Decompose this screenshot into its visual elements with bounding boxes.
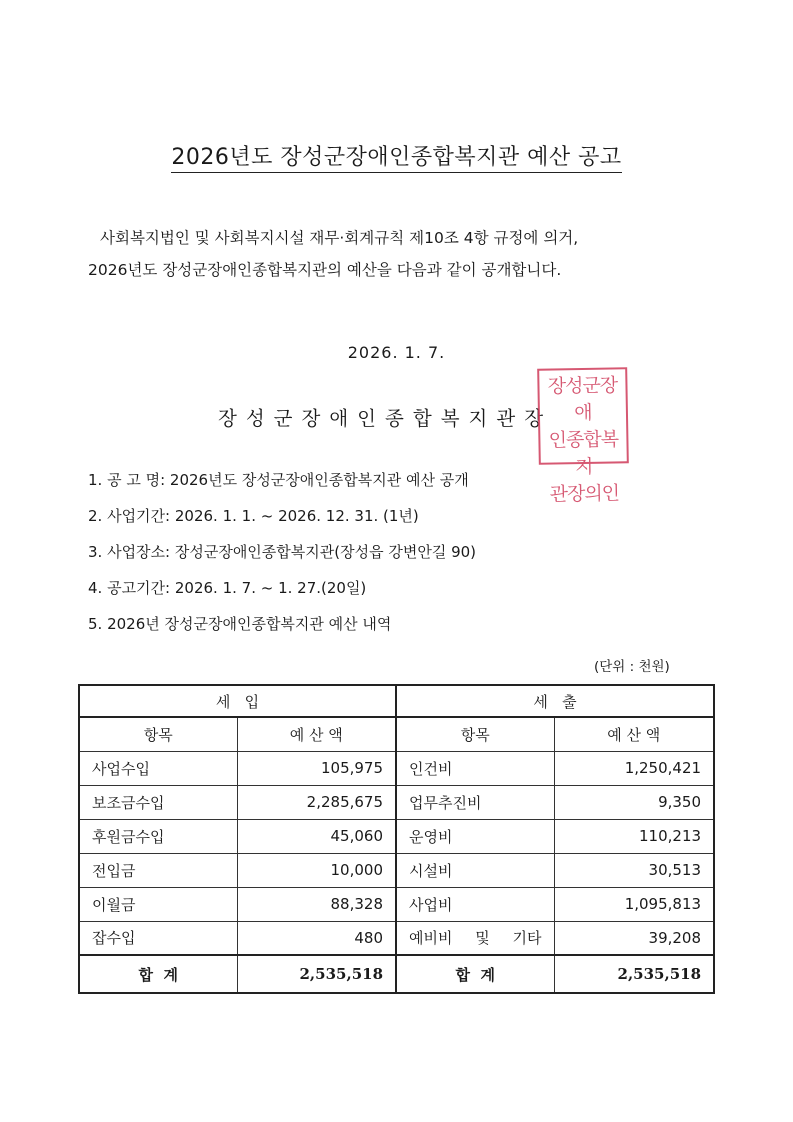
income-amount: 480 (237, 921, 396, 955)
income-amount: 45,060 (237, 819, 396, 853)
expense-item: 사업비 (396, 887, 554, 921)
notice-date: 2026. 1. 7. (347, 343, 446, 362)
income-header: 세 입 (79, 685, 396, 717)
budget-table (78, 684, 715, 994)
intro-line-2: 2026년도 장성군장애인종합복지관의 예산을 다음과 같이 공개합니다. (88, 261, 562, 279)
table-row (79, 785, 714, 819)
intro-line-1: 사회복지법인 및 사회복지시설 재무·회계규칙 제10조 4항 규정에 의거, (100, 229, 579, 247)
income-item: 사업수입 (79, 751, 237, 785)
income-item-header: 항목 (79, 717, 237, 751)
income-amount: 88,328 (237, 887, 396, 921)
table-row (79, 887, 714, 921)
expense-amount: 110,213 (554, 819, 714, 853)
expense-header: 세 출 (396, 685, 714, 717)
unit-note: (단위 : 천원) (594, 659, 670, 675)
table-row (79, 921, 714, 955)
list-item: 4. 공고기간: 2026. 1. 7. ~ 1. 27.(20일) (88, 579, 367, 597)
expense-total-label: 합 계 (396, 955, 554, 993)
income-amount: 10,000 (237, 853, 396, 887)
official-seal: 장성군장애 인종합복지 관장의인 (537, 367, 629, 465)
income-item: 후원금수입 (79, 819, 237, 853)
intro-paragraph (88, 222, 728, 286)
list-item: 3. 사업장소: 장성군장애인종합복지관(장성읍 강변안길 90) (88, 543, 477, 561)
expense-item: 예비비 및 기타 (396, 921, 554, 955)
expense-item: 시설비 (396, 853, 554, 887)
organization-name: 장성군장애인종합복지관장 (218, 407, 553, 430)
income-item: 잡수입 (79, 921, 237, 955)
table-section-header (79, 685, 714, 717)
income-amount: 105,975 (237, 751, 396, 785)
expense-item: 업무추진비 (396, 785, 554, 819)
expense-amount-header: 예 산 액 (554, 717, 714, 751)
table-column-header (79, 717, 714, 751)
income-amount: 2,285,675 (237, 785, 396, 819)
expense-item: 운영비 (396, 819, 554, 853)
income-amount-header: 예 산 액 (237, 717, 396, 751)
expense-amount: 1,095,813 (554, 887, 714, 921)
list-item: 1. 공 고 명: 2026년도 장성군장애인종합복지관 예산 공개 (88, 471, 469, 489)
expense-amount: 30,513 (554, 853, 714, 887)
table-row (79, 853, 714, 887)
income-total-label: 합 계 (79, 955, 237, 993)
table-row (79, 751, 714, 785)
expense-item-header: 항목 (396, 717, 554, 751)
expense-total: 2,535,518 (554, 955, 714, 993)
expense-amount: 9,350 (554, 785, 714, 819)
income-total: 2,535,518 (237, 955, 396, 993)
expense-amount: 39,208 (554, 921, 714, 955)
income-item: 전입금 (79, 853, 237, 887)
table-total-row (79, 955, 714, 993)
income-item: 이월금 (79, 887, 237, 921)
expense-amount: 1,250,421 (554, 751, 714, 785)
income-item: 보조금수입 (79, 785, 237, 819)
notice-items (88, 468, 476, 648)
list-item: 2. 사업기간: 2026. 1. 1. ~ 2026. 12. 31. (1년) (88, 507, 419, 525)
table-row (79, 819, 714, 853)
expense-item: 인건비 (396, 751, 554, 785)
page-title: 2026년도 장성군장애인종합복지관 예산 공고 (0, 140, 793, 171)
list-item: 5. 2026년 장성군장애인종합복지관 예산 내역 (88, 615, 392, 633)
